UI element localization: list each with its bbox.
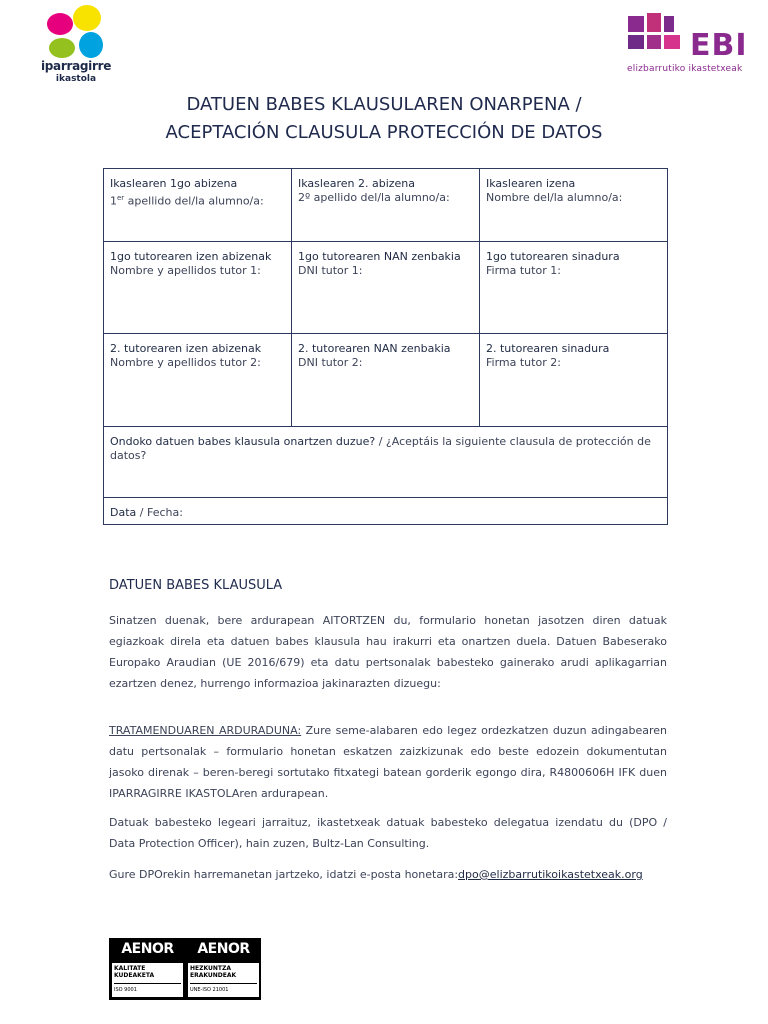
page-title-eu: DATUEN BABES KLAUSULAREN ONARPENA / [186,94,582,115]
field-label-es: Nombre del/la alumno/a: [486,191,623,204]
date-label-es: / Fecha: [136,506,183,519]
tutor2-signature-field[interactable] [480,334,668,427]
logo-name: iparragirre [40,59,112,73]
aenor-cert-quality [110,939,185,999]
field-label-eu: 2. tutorearen NAN zenbakia [298,342,451,355]
controller-text: Zure seme-alabaren edo legez ordezkatzen duzun adingabearen datu pertsonalak – formulario honetan eskatzen zaizkizunak edo beste edozein dokumentutan jasoko direnak – beren-beregi sortutako fitxategi batean gorderik egongo dira, R4800606H IFK duen IPARRAGIRRE IKASTOLAren ardurapean. [109,724,668,800]
tutor1-name-field[interactable] [104,242,292,334]
field-label-eu: 1go tutorearen sinadura [486,250,620,263]
logo-subtitle: ikastola [55,74,97,84]
clause-paragraph-1: Sinatzen duenak, bere ardurapean AITORTZEN du, formulario honetan jasotzen diren datuak egiazkoak direla eta datuen babes klausula hau irakurri eta onartzen duela. Datuen Babeserako Europako Araudian (UE 2016/679) eta datu pertsonalak babesteko gainerako arudi aplikagarrian ezartzen denez, hurrengo informazioa jakinarazten dizuegu: [109,614,667,690]
date-field[interactable] [104,498,668,525]
field-label-eu: Ikaslearen 2. abizena [298,177,415,190]
page-title-es: ACEPTACIÓN CLAUSULA PROTECCIÓN DE DATOS [165,122,603,143]
contact-text: Gure DPOrekin harremanetan jartzeko, idatzi e-posta honetara: [109,868,459,881]
ebi-tagline: elizbarrutiko ikastetxeak [627,64,743,74]
field-label-eu: 1go tutorearen izen abizenak [110,250,272,263]
squares-logo-icon [628,12,690,62]
field-label-es: DNI tutor 1: [298,264,363,277]
tutor1-signature-field[interactable] [480,242,668,334]
aenor-brand: AENOR [197,941,250,957]
tutor1-dni-field[interactable] [292,242,480,334]
student-surname2-field[interactable] [292,169,480,242]
consent-question-field[interactable] [104,427,668,498]
cert-label: HEZKUNTZA ERAKUNDEAK [190,965,237,979]
field-label-eu: 2. tutorearen sinadura [486,342,610,355]
ikastola-logo [36,4,114,90]
section-title: DATUEN BABES KLAUSULA [109,578,283,593]
cert-code: UNE-ISO 21001 [190,987,229,993]
aenor-brand: AENOR [121,941,174,957]
field-label-es: Firma tutor 2: [486,356,561,369]
aenor-cert-education [186,939,261,999]
date-label-eu: Data [110,506,137,519]
table-row [104,242,668,334]
consent-form-table [103,168,668,525]
consent-question-es: / ¿Aceptáis la siguiente clausula de protección de datos? [110,435,651,462]
flower-logo-icon [36,4,114,62]
field-label-es: 2º apellido del/la alumno/a: [298,191,450,204]
field-label-eu: 1go tutorearen NAN zenbakia [298,250,461,263]
table-row [104,169,668,242]
table-row [104,334,668,427]
field-label-es: Nombre y apellidos tutor 1: [110,264,261,277]
cert-label: KALITATE KUDEAKETA [114,965,155,979]
aenor-certifications [109,938,261,1000]
clause-paragraph-2 [109,720,667,804]
controller-label: TRATAMENDUAREN ARDURADUNA: [109,724,302,737]
student-surname1-field[interactable] [104,169,292,242]
consent-question-eu: Ondoko datuen babes klausula onartzen duzue? [110,435,376,448]
ebi-logo [624,12,760,76]
table-row [104,427,668,498]
tutor2-name-field[interactable] [104,334,292,427]
field-label-es: 1er apellido del/la alumno/a: [110,194,264,208]
dpo-email-link[interactable]: dpo@elizbarrutikoikastetxeak.org [458,868,643,881]
field-label-es: Firma tutor 1: [486,264,561,277]
field-label-eu: Ikaslearen 1go abizena [110,177,238,190]
ebi-mark: EBI [690,28,748,63]
field-label-es: Nombre y apellidos tutor 2: [110,356,261,369]
field-label-eu: Ikaslearen izena [486,177,576,190]
student-name-field[interactable] [480,169,668,242]
field-label-eu: 2. tutorearen izen abizenak [110,342,262,355]
field-label-es: DNI tutor 2: [298,356,363,369]
cert-code: ISO 9001 [114,987,137,993]
tutor2-dni-field[interactable] [292,334,480,427]
clause-paragraph-4 [109,864,667,885]
table-row [104,498,668,525]
clause-paragraph-3: Datuak babesteko legeari jarraituz, ikastetxeak datuak babesteko delegatua izendatu du (DPO / Data Protection Officer), hain zuzen, Bultz-Lan Consulting. [109,816,667,850]
